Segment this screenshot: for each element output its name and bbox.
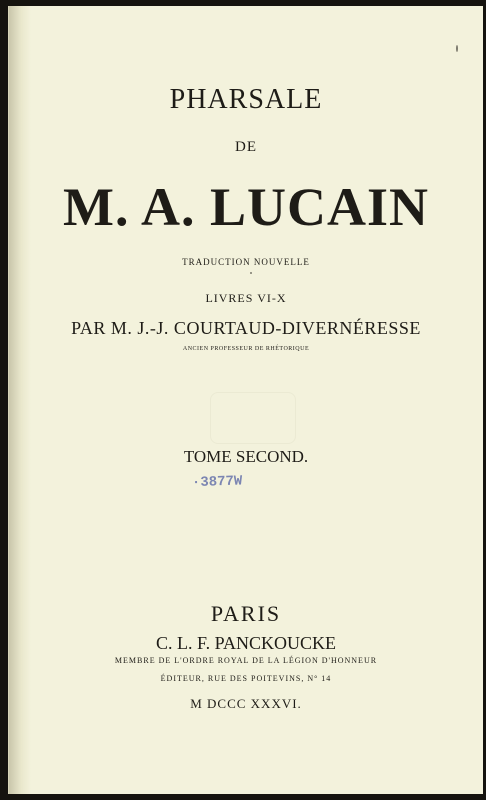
books-range: LIVRES VI-X [205,291,287,305]
publisher-name: C. L. F. PANCKOUCKE [156,633,336,653]
publisher-honor: MEMBRE DE L'ORDRE ROYAL DE LA LÉGION D'HONNEUR [114,656,378,665]
publisher-address: ÉDITEUR, RUE DES POITEVINS, N° 14 [160,674,332,683]
volume-label: TOME SECOND. [183,447,309,466]
translator-name: PAR M. J.-J. COURTAUD-DIVERNÉRESSE [71,318,421,338]
author-name: M. A. LUCAIN [62,177,429,237]
faint-library-stamp [210,392,296,444]
page-mark [456,45,458,52]
translator-title: ANCIEN PROFESSEUR DE RHÉTORIQUE [182,346,310,352]
publication-city: PARIS [210,601,282,626]
publication-date: M DCCC XXXVI. [190,696,302,711]
title-preposition: DE [235,139,257,155]
page-mark [250,272,252,274]
translation-subtitle: TRADUCTION NOUVELLE [182,257,310,267]
book-page [8,6,483,794]
inventory-stamp: ·3877W [191,473,243,492]
book-title: PHARSALE [169,84,323,115]
